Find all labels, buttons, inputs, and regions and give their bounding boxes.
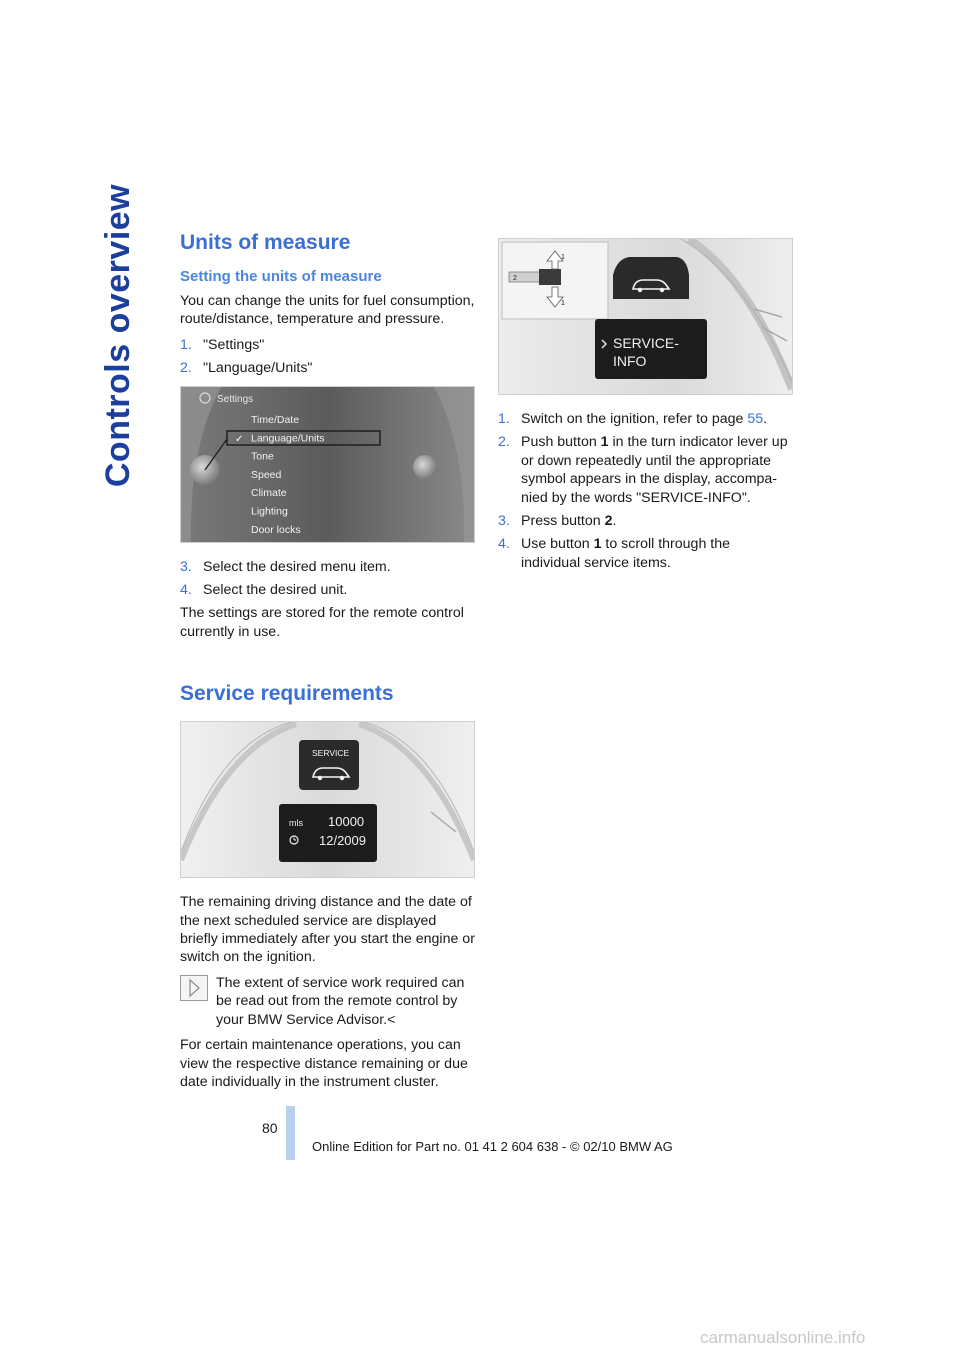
service-heading: Service requirements bbox=[180, 682, 394, 706]
button-2-label: 2 bbox=[513, 275, 517, 282]
note-triangle-icon bbox=[181, 976, 207, 1000]
note-icon bbox=[180, 975, 208, 1001]
menu-item: Speed bbox=[251, 468, 282, 481]
units-intro: You can change the units for fuel consumption, route/distance, temperature and pressure. bbox=[180, 293, 475, 328]
service-symbol-panel bbox=[613, 257, 689, 299]
service-para2: For certain maintenance operations, you can view the respective distance remaining or due date individually in the instrument cluster. bbox=[180, 1037, 468, 1090]
step-item: 3. Press button 2. bbox=[498, 513, 617, 530]
step-item: 2. Push button 1 in the turn indicator lever up or down repeatedly until the appropriate symbol appears in the display, accompa-nied by the words "SERVICE-INFO". bbox=[498, 434, 788, 506]
settings-display-illustration bbox=[181, 387, 474, 542]
step-item: 3. Select the desired menu item. bbox=[180, 558, 391, 575]
menu-item: Time/Date bbox=[251, 413, 300, 426]
menu-title: Settings bbox=[217, 393, 254, 405]
check-icon: ✓ bbox=[235, 433, 244, 445]
service-info-figure bbox=[498, 238, 793, 395]
distance-value: 10000 bbox=[328, 814, 365, 830]
section-side-title: Controls overview bbox=[99, 183, 138, 487]
right-knob bbox=[413, 455, 437, 479]
left-column bbox=[180, 230, 475, 1098]
step-item: 2. "Language/Units" bbox=[180, 360, 313, 377]
service-label: SERVICE bbox=[312, 748, 350, 759]
lever-button-1 bbox=[539, 269, 561, 285]
step-item: 1. "Settings" bbox=[180, 336, 265, 353]
units-outro: The settings are stored for the remote control currently in use. bbox=[180, 605, 464, 640]
step-item: 1. Switch on the ignition, refer to page 55. bbox=[498, 411, 768, 427]
page-number: 80 bbox=[262, 1120, 278, 1136]
units-subheading: Setting the units of measure bbox=[180, 268, 382, 285]
service-date: 12/2009 bbox=[319, 833, 366, 849]
button-1-label-bottom: 1 bbox=[561, 300, 565, 307]
service-display-illustration bbox=[181, 722, 474, 877]
menu-item: Tone bbox=[251, 450, 274, 463]
service-info-line1: SERVICE- bbox=[613, 335, 679, 351]
menu-item: Lighting bbox=[251, 505, 288, 518]
right-column bbox=[498, 238, 793, 577]
note-block bbox=[180, 974, 475, 1029]
service-info-line2: INFO bbox=[613, 353, 647, 369]
note-text: The extent of service work required can be read out from the remote control by your BMW Service Advisor.< bbox=[216, 974, 465, 1028]
button-1-label-top: 1 bbox=[561, 254, 565, 261]
step-item: 4. Select the desired unit. bbox=[180, 582, 348, 599]
units-heading: Units of measure bbox=[180, 231, 351, 254]
service-info-illustration bbox=[499, 239, 792, 394]
settings-menu-figure bbox=[180, 386, 475, 543]
menu-item: Door locks bbox=[251, 523, 301, 536]
menu-item: Language/Units bbox=[251, 431, 325, 444]
watermark: carmanualsonline.info bbox=[700, 1328, 866, 1347]
page-link[interactable]: 55 bbox=[747, 411, 764, 427]
distance-unit: mls bbox=[289, 818, 303, 829]
step-item: 4. Use button 1 to scroll through the individual service items. bbox=[498, 536, 730, 571]
menu-item: Climate bbox=[251, 486, 287, 499]
footer-bar bbox=[286, 1106, 295, 1160]
footer-edition-text: Online Edition for Part no. 01 41 2 604 638 - © 02/10 BMW AG bbox=[312, 1139, 673, 1154]
service-para1: The remaining driving distance and the date of the next scheduled service are displayed briefly immediately after you start the engine or switch on the ignition. bbox=[180, 894, 475, 966]
service-display-figure bbox=[180, 721, 475, 878]
